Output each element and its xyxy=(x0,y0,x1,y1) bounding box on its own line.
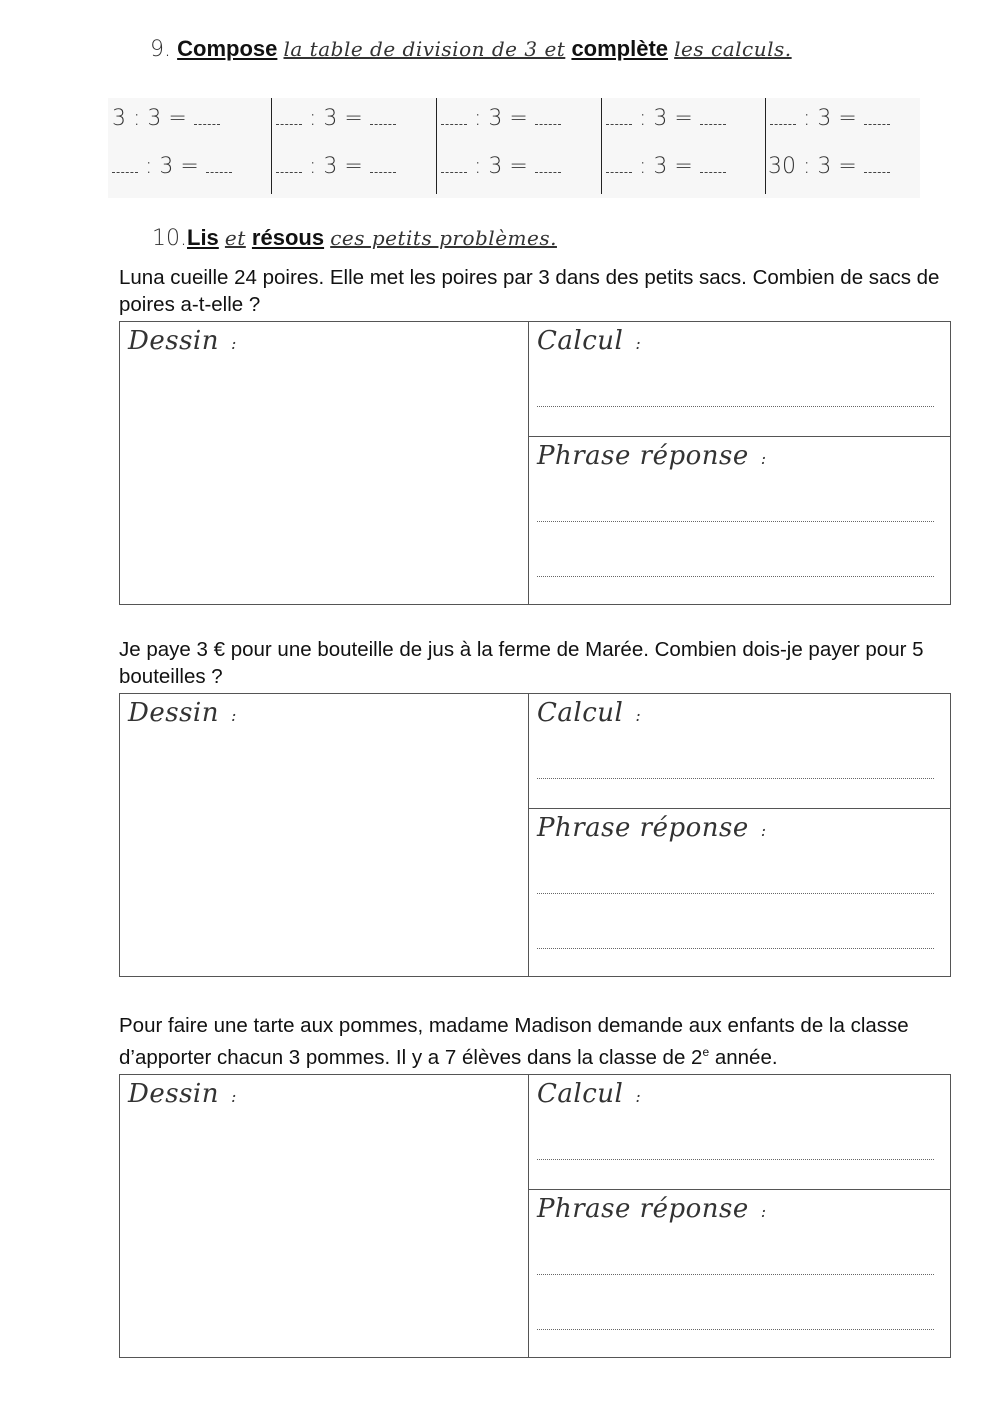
problem-statement: Je paye 3 € pour une bouteille de jus à la ferme de Marée. Combien dois-je payer pour 5 bouteilles ? xyxy=(119,638,924,688)
calculation-label-text: Calcul xyxy=(537,326,624,356)
answer-sentence-label-text: Phrase réponse xyxy=(537,1194,749,1224)
answer-blank[interactable] xyxy=(194,110,220,125)
instruction-bold: Lis xyxy=(187,225,219,250)
division-calc xyxy=(112,106,220,131)
answer-sentence-cell[interactable] xyxy=(529,1190,950,1357)
answer-line[interactable] xyxy=(537,948,934,949)
division-calc xyxy=(441,154,561,179)
instruction-bold: Compose xyxy=(177,36,278,61)
answer-blank[interactable] xyxy=(770,110,796,125)
answer-blank[interactable] xyxy=(864,110,890,125)
answer-line[interactable] xyxy=(537,778,934,779)
exercise-10-title xyxy=(152,225,557,251)
answer-line[interactable] xyxy=(537,1274,934,1275)
problem-text: Pour faire une tarte aux pommes, madame Madison demande aux enfants de la classe d’apporter chacun 3 pommes. Il y a 7 élèves dans la classe de 2 xyxy=(119,1014,909,1069)
answer-line[interactable] xyxy=(537,893,934,894)
division-column xyxy=(765,98,921,194)
division-calc xyxy=(112,154,232,179)
answer-blank[interactable] xyxy=(112,158,138,173)
drawing-label xyxy=(128,698,237,728)
drawing-label-text: Dessin xyxy=(128,326,219,356)
instruction-cursive: les calculs. xyxy=(674,37,792,61)
calculation-label xyxy=(537,698,641,728)
division-column xyxy=(271,98,434,194)
answer-blank[interactable] xyxy=(700,110,726,125)
calc-operator: : 3 = xyxy=(803,154,857,179)
drawing-cell[interactable] xyxy=(120,694,529,976)
instruction-cursive: ces petits problèmes. xyxy=(330,226,557,250)
problem-statement xyxy=(119,1012,949,1071)
calc-operator: : 3 = xyxy=(639,106,693,131)
problem-text: année. xyxy=(709,1045,778,1069)
division-column xyxy=(108,98,268,194)
answer-sentence-label-text: Phrase réponse xyxy=(537,441,749,471)
label-colon: : xyxy=(230,706,237,725)
answer-line[interactable] xyxy=(537,1159,934,1160)
label-colon: : xyxy=(230,334,237,353)
calc-operator: : 3 = xyxy=(309,106,363,131)
division-table xyxy=(108,98,920,198)
answer-grid xyxy=(119,1074,951,1358)
calculation-label-text: Calcul xyxy=(537,1079,624,1109)
answer-blank[interactable] xyxy=(606,158,632,173)
instruction-bold: complète xyxy=(571,36,669,61)
calc-operator: : 3 = xyxy=(474,154,528,179)
answer-sentence-label-text: Phrase réponse xyxy=(537,813,749,843)
calculation-label-text: Calcul xyxy=(537,698,624,728)
calc-operator: : 3 = xyxy=(474,106,528,131)
answer-line[interactable] xyxy=(537,521,934,522)
answer-line[interactable] xyxy=(537,576,934,577)
answer-sentence-label xyxy=(537,441,767,471)
answer-sentence-label xyxy=(537,1194,767,1224)
answer-blank[interactable] xyxy=(700,158,726,173)
answer-blank[interactable] xyxy=(276,110,302,125)
calculation-cell[interactable] xyxy=(529,322,950,437)
label-colon: : xyxy=(760,821,767,840)
division-calc xyxy=(606,154,726,179)
answer-blank[interactable] xyxy=(370,110,396,125)
answer-blank[interactable] xyxy=(370,158,396,173)
division-calc xyxy=(276,154,396,179)
division-calc xyxy=(606,106,726,131)
label-colon: : xyxy=(635,706,642,725)
instruction-cursive: la table de division de 3 et xyxy=(283,37,566,61)
drawing-cell[interactable] xyxy=(120,322,529,604)
answer-sentence-cell[interactable] xyxy=(529,437,950,604)
answer-blank[interactable] xyxy=(535,158,561,173)
calc-operator: : 3 = xyxy=(803,106,857,131)
division-column xyxy=(436,98,599,194)
answer-blank[interactable] xyxy=(535,110,561,125)
exercise-9-title xyxy=(150,36,792,62)
label-colon: : xyxy=(230,1087,237,1106)
drawing-label xyxy=(128,1079,237,1109)
instruction-bold: résous xyxy=(251,225,325,250)
label-colon: : xyxy=(635,1087,642,1106)
calc-number: 30 xyxy=(768,154,796,179)
answer-sentence-cell[interactable] xyxy=(529,809,950,976)
division-calc xyxy=(770,106,890,131)
answer-line[interactable] xyxy=(537,1329,934,1330)
calculation-cell[interactable] xyxy=(529,694,950,809)
answer-blank[interactable] xyxy=(441,158,467,173)
calculation-label xyxy=(537,1079,641,1109)
calc-operator: : 3 = xyxy=(145,154,199,179)
exercise-number: 9. xyxy=(150,37,171,62)
label-colon: : xyxy=(760,1202,767,1221)
ordinal-suffix: e xyxy=(702,1045,710,1059)
answer-blank[interactable] xyxy=(606,110,632,125)
answer-blank[interactable] xyxy=(441,110,467,125)
drawing-label-text: Dessin xyxy=(128,698,219,728)
division-calc xyxy=(441,106,561,131)
division-column xyxy=(601,98,764,194)
calculation-label xyxy=(537,326,641,356)
drawing-label xyxy=(128,326,237,356)
instruction-cursive: et xyxy=(224,226,246,250)
label-colon: : xyxy=(760,449,767,468)
calc-number: 3 xyxy=(112,106,126,131)
answer-blank[interactable] xyxy=(276,158,302,173)
answer-grid xyxy=(119,693,951,977)
division-calc xyxy=(768,154,890,179)
calculation-cell[interactable] xyxy=(529,1075,950,1190)
answer-grid xyxy=(119,321,951,605)
drawing-cell[interactable] xyxy=(120,1075,529,1357)
label-colon: : xyxy=(635,334,642,353)
answer-blank[interactable] xyxy=(864,158,890,173)
problem-statement: Luna cueille 24 poires. Elle met les poires par 3 dans des petits sacs. Combien de sacs de poires a-t-elle ? xyxy=(119,266,940,316)
drawing-label-text: Dessin xyxy=(128,1079,219,1109)
division-calc xyxy=(276,106,396,131)
answer-line[interactable] xyxy=(537,406,934,407)
answer-sentence-label xyxy=(537,813,767,843)
calc-operator: : 3 = xyxy=(133,106,187,131)
calc-operator: : 3 = xyxy=(309,154,363,179)
answer-blank[interactable] xyxy=(206,158,232,173)
exercise-number: 10. xyxy=(152,226,187,251)
calc-operator: : 3 = xyxy=(639,154,693,179)
